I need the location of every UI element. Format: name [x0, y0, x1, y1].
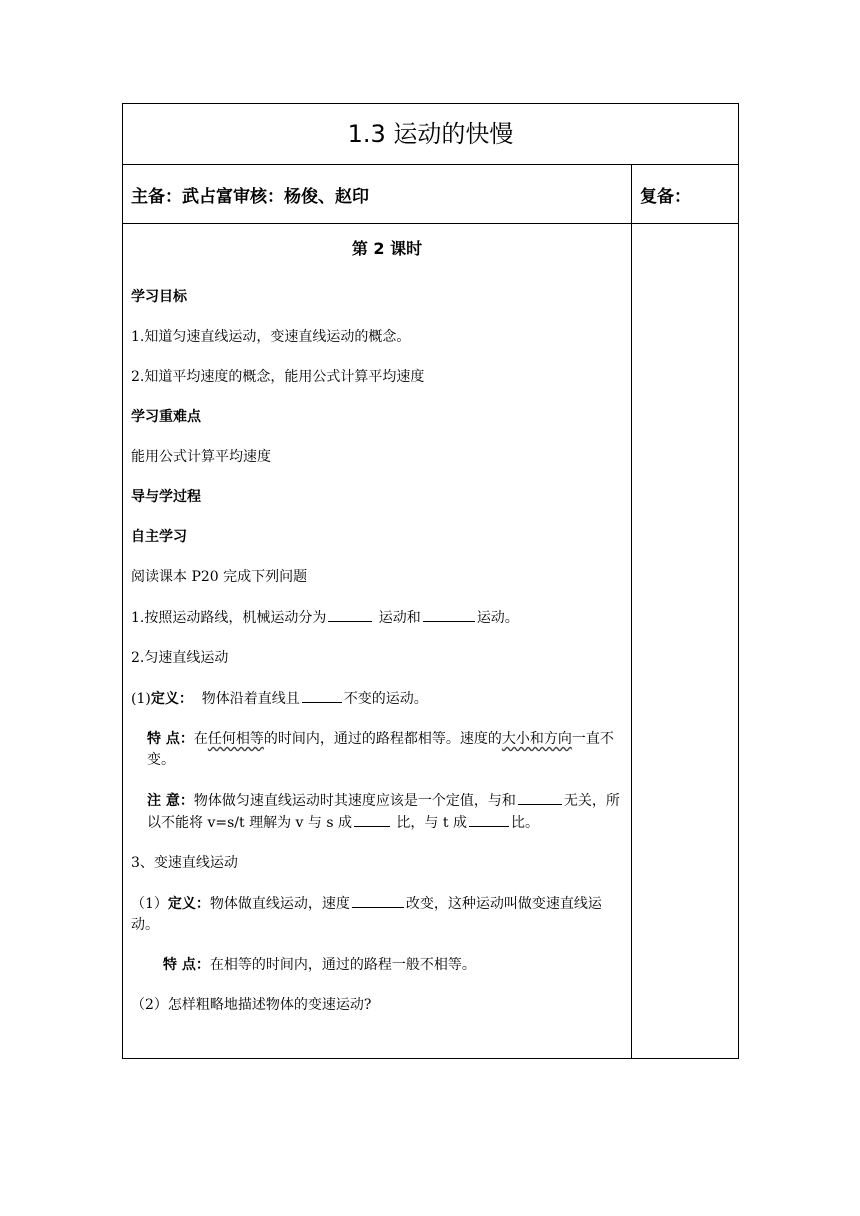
difficulty-heading: 学习重难点 [131, 409, 201, 425]
q2-definition [131, 688, 623, 710]
q2-note [131, 790, 623, 834]
prepared-by: 主备：武占富 [131, 186, 233, 207]
lesson-plan-sheet [122, 103, 738, 1059]
q3-def-label: 定义： [167, 896, 210, 912]
q2-note-blank-1[interactable] [518, 790, 562, 805]
objective-1: 1.知道匀速直线运动，变速直线运动的概念。 [131, 329, 411, 345]
q2-note-label: 注 意： [147, 793, 194, 809]
q2-feature-emph-1: 任何相等 [207, 731, 264, 747]
objective-2: 2.知道平均速度的概念，能用公式计算平均速度 [131, 369, 425, 385]
q2-feature [131, 729, 623, 771]
objectives-heading: 学习目标 [131, 289, 187, 305]
q2-feature-b: 的时间内，通过的路程都相等。速度的 [263, 731, 502, 747]
q3-feature-label: 特 点： [163, 957, 210, 973]
q2-def-text-a: 物体沿着直线且 [201, 691, 300, 707]
content-body [123, 224, 631, 1016]
q2-heading: 2.匀速直线运动 [131, 650, 229, 666]
q2-feature-c: 一直不变。 [147, 731, 614, 768]
q2-def-prefix: (1) [131, 691, 151, 707]
q2-note-c: 比，与 t 成 [391, 815, 467, 831]
secondary-prep-label: 复备： [640, 186, 691, 207]
q2-feature-emph-2: 大小和方向 [501, 731, 572, 747]
secondary-prep-column [632, 224, 739, 1059]
q1-blank-2[interactable] [423, 607, 475, 622]
reading-task: 阅读课本 P20 完成下列问题 [131, 569, 308, 585]
q3-def-prefix: （1） [131, 896, 168, 912]
content-cell [123, 224, 632, 1059]
q2-note-b: 无关，所以不能将 v=s/t 理解为 v 与 s 成 [147, 793, 620, 831]
q2-feature-a: 在 [193, 731, 208, 747]
q2-note-blank-3[interactable] [469, 812, 509, 827]
q2-note-a: 物体做匀速直线运动时其速度应该是一个定值，与和 [193, 793, 516, 809]
q1-text-b: 运动和 [374, 610, 421, 626]
q3-definition [131, 893, 623, 936]
reviewed-by: 审核：杨俊、赵印 [233, 186, 369, 207]
q3-def-blank[interactable] [352, 893, 404, 908]
title-cell [123, 104, 739, 165]
process-heading: 导与学过程 [131, 489, 201, 505]
difficulty-text: 能用公式计算平均速度 [131, 449, 271, 465]
q2-def-label: 定义： [150, 691, 193, 707]
secondary-prep-cell [632, 165, 739, 224]
q2-feature-label: 特 点： [147, 731, 194, 747]
q3-feature-text: 在相等的时间内，通过的路程一般不相等。 [209, 957, 476, 973]
lesson-number: 第 2 课时 [351, 239, 423, 258]
q3-def-text-b: 改变，这种运动叫做变速直线运动。 [131, 896, 602, 933]
q2-note-d: 比。 [510, 815, 539, 831]
q1-text-a: 1.按照运动路线，机械运动分为 [131, 610, 327, 626]
q3-def-text-a: 物体做直线运动，速度 [209, 896, 350, 912]
q3-feature [131, 955, 623, 976]
q2-def-text-b: 不变的运动。 [343, 691, 428, 707]
lesson-plan-table [122, 103, 739, 1059]
self-study-heading: 自主学习 [131, 529, 187, 545]
q3-heading: 3、变速直线运动 [131, 855, 238, 871]
q3-question-2: （2）怎样粗略地描述物体的变速运动? [131, 997, 372, 1013]
page-title: 1.3 运动的快慢 [347, 120, 514, 148]
q1-text-c: 运动。 [476, 610, 519, 626]
q2-note-blank-2[interactable] [354, 812, 390, 827]
meta-cell [123, 165, 632, 224]
q1-blank-1[interactable] [328, 607, 372, 622]
q2-def-blank[interactable] [302, 688, 342, 703]
question-1 [131, 607, 623, 629]
